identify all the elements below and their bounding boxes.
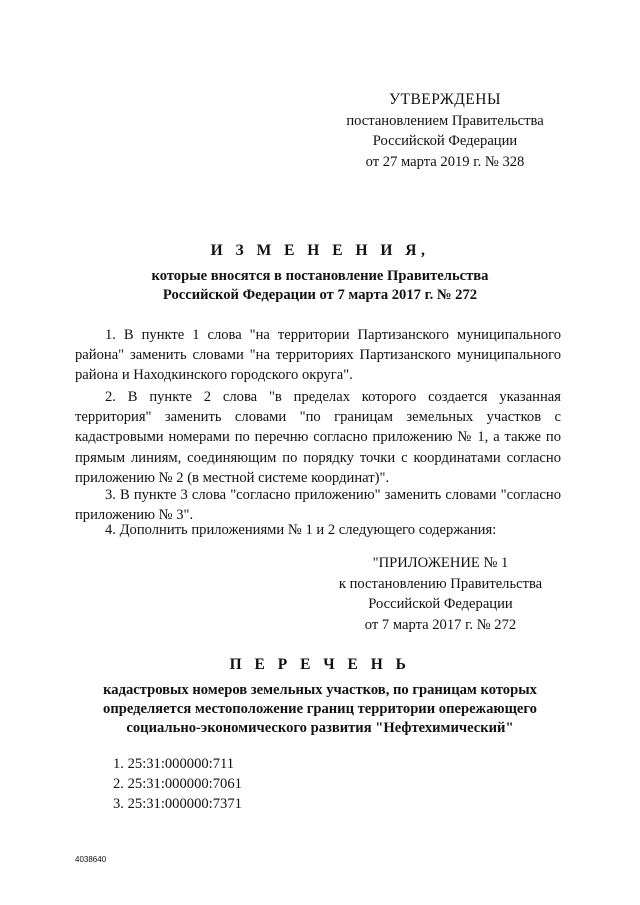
list-subtitle-line-1: кадастровых номеров земельных участков, по границам которых — [103, 682, 537, 698]
appendix-line-4: от 7 марта 2017 г. № 272 — [364, 616, 517, 633]
cadastral-list — [113, 754, 242, 815]
paragraph-1 — [75, 325, 561, 386]
paragraph-3-text: 3. В пункте 3 слова "согласно приложению" заменить словами "согласно приложению № 3". — [75, 487, 561, 524]
paragraph-2 — [75, 387, 561, 488]
approval-block — [330, 90, 560, 172]
paragraph-2-text: 2. В пункте 2 слова "в пределах которого создается указанная территория" заменить словами "по границам земельных участков с кадастровыми номерами по перечню согласно приложению № 1, а также по прямым линиям, соединяющим по порядку точки с координатами согласно приложению № 2 (в местной системе координат)". — [75, 389, 561, 486]
changes-subtitle — [70, 267, 570, 305]
list-item: 1. 25:31:000000:711 — [113, 756, 235, 772]
approval-line-3: от 27 марта 2019 г. № 328 — [365, 153, 525, 170]
list-item: 3. 25:31:000000:7371 — [113, 796, 242, 813]
approval-line-2: Российской Федерации — [372, 133, 518, 149]
paragraph-4-text: 4. Дополнить приложениями № 1 и 2 следующего содержания: — [105, 522, 497, 538]
document-number: 4038640 — [75, 855, 107, 864]
changes-subtitle-line-2: Российской Федерации от 7 марта 2017 г. № 272 — [162, 287, 478, 303]
approval-heading: УТВЕРЖДЕНЫ — [389, 91, 501, 108]
changes-title: И З М Е Н Е Н И Я, — [210, 242, 430, 259]
list-item: 2. 25:31:000000:7061 — [113, 776, 242, 793]
appendix-line-3: Российской Федерации — [368, 596, 513, 612]
changes-subtitle-line-1: которые вносятся в постановление Правительства — [151, 268, 489, 284]
list-subtitle — [80, 681, 560, 738]
paragraph-1-text: 1. В пункте 1 слова "на территории Партизанского муниципального района" заменить словами "на территориях Партизанского муниципального района и Находкинского городского округа". — [75, 327, 561, 384]
appendix-line-1: "ПРИЛОЖЕНИЕ № 1 — [372, 555, 509, 571]
list-subtitle-line-3: социально-экономического развития "Нефтехимический" — [126, 720, 514, 736]
list-title: П Е Р Е Ч Е Н Ь — [229, 656, 411, 673]
appendix-line-2: к постановлению Правительства — [338, 575, 543, 592]
approval-line-1: постановлением Правительства — [346, 112, 544, 129]
paragraph-4 — [75, 520, 561, 540]
list-subtitle-line-2: определяется местоположение границ территории опережающего — [103, 701, 537, 717]
appendix-header — [318, 553, 563, 635]
